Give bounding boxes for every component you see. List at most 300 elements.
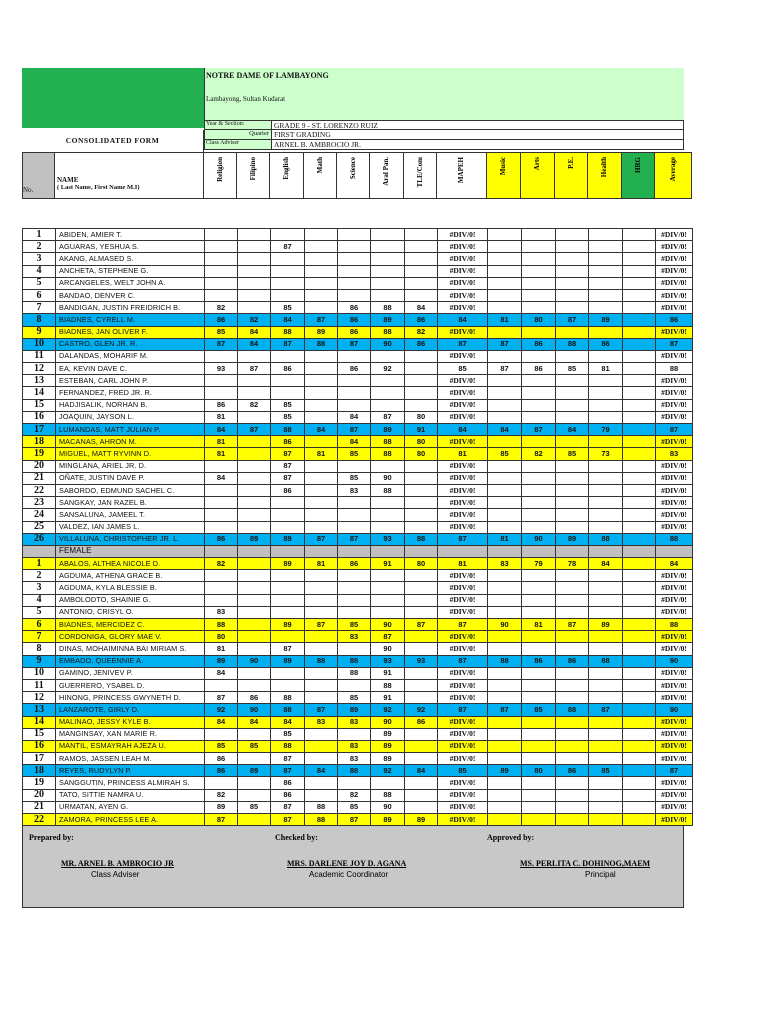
grade-cell (488, 253, 522, 265)
grade-cell (488, 582, 522, 594)
table-row (23, 338, 693, 350)
grade-cell (589, 814, 623, 826)
grade-cell (522, 387, 556, 399)
grade-cell (589, 472, 623, 484)
grade-cell: 85 (438, 363, 488, 375)
grade-cell (522, 777, 556, 789)
grade-cell (338, 497, 371, 509)
grade-cell (371, 399, 405, 411)
table-row (23, 363, 693, 375)
grade-cell (205, 484, 238, 496)
grade-cell: 86 (556, 655, 589, 667)
grade-cell (238, 350, 271, 362)
grade-cell: #DIV/0! (656, 289, 693, 301)
grade-cell: 84 (305, 765, 338, 777)
grade-cell (589, 582, 623, 594)
grade-cell (623, 594, 656, 606)
section-spacer (438, 545, 488, 557)
grade-cell (556, 326, 589, 338)
grade-cell: #DIV/0! (438, 399, 488, 411)
grade-cell (338, 375, 371, 387)
grade-cell: 80 (405, 448, 438, 460)
grade-cell (338, 265, 371, 277)
grade-cell: 86 (405, 338, 438, 350)
grade-cell: #DIV/0! (656, 667, 693, 679)
grade-cell: 88 (371, 679, 405, 691)
grade-cell (371, 521, 405, 533)
student-name: LUMANDAS, MATT JULIAN P. (56, 424, 205, 436)
grade-cell (488, 326, 522, 338)
grade-cell (488, 460, 522, 472)
section-spacer (238, 545, 271, 557)
grade-cell (623, 338, 656, 350)
grade-cell (271, 631, 305, 643)
grade-cell (305, 497, 338, 509)
consolidated-grade-sheet (22, 68, 687, 908)
grade-cell: 80 (205, 631, 238, 643)
grade-cell (338, 582, 371, 594)
grade-cell (556, 594, 589, 606)
grade-cell: 81 (205, 411, 238, 423)
grade-cell (405, 277, 438, 289)
grade-cell: 87 (488, 363, 522, 375)
grade-cell (238, 606, 271, 618)
grade-cell (305, 631, 338, 643)
section-spacer (271, 545, 305, 557)
grade-cell: 86 (522, 363, 556, 375)
grade-cell (589, 631, 623, 643)
grade-cell (522, 606, 556, 618)
grade-cell: 91 (371, 667, 405, 679)
grade-cell (371, 387, 405, 399)
student-name: FERNANDEZ, FRED JR. R. (56, 387, 205, 399)
section-spacer (589, 545, 623, 557)
grade-cell: 85 (271, 302, 305, 314)
grade-cell (522, 594, 556, 606)
col-header-label: HRG (633, 157, 642, 173)
grade-cell: 85 (338, 692, 371, 704)
grade-cell: #DIV/0! (656, 277, 693, 289)
grade-cell: #DIV/0! (656, 521, 693, 533)
grade-cell (238, 289, 271, 301)
table-row (23, 667, 693, 679)
grade-cell (205, 570, 238, 582)
grade-cell (338, 521, 371, 533)
student-name: AGUARAS, YESHUA S. (56, 241, 205, 253)
grade-cell (522, 326, 556, 338)
grade-cell (271, 667, 305, 679)
grade-cell (238, 594, 271, 606)
grade-cell (238, 472, 271, 484)
grade-cell: 84 (405, 765, 438, 777)
student-name: ANTONIO, CRISYL O. (56, 606, 205, 618)
female-section-label: FEMALE (56, 545, 205, 557)
grade-cell: #DIV/0! (656, 716, 693, 728)
grade-cell: #DIV/0! (438, 801, 488, 813)
grade-cell (556, 436, 589, 448)
grade-cell: 82 (205, 789, 238, 801)
grade-cell: 93 (205, 363, 238, 375)
grade-cell: 87 (488, 338, 522, 350)
grade-cell: #DIV/0! (438, 411, 488, 423)
grade-cell (205, 728, 238, 740)
grade-cell: 87 (271, 460, 305, 472)
table-row (23, 509, 693, 521)
grade-cell (405, 801, 438, 813)
grade-cell: #DIV/0! (438, 692, 488, 704)
grade-cell: 90 (522, 533, 556, 545)
grade-cell: #DIV/0! (656, 460, 693, 472)
student-number: 23 (23, 497, 56, 509)
grade-cell: 87 (656, 338, 693, 350)
grade-cell (589, 606, 623, 618)
table-row (23, 411, 693, 423)
grade-cell: #DIV/0! (656, 606, 693, 618)
grade-cell (305, 350, 338, 362)
grade-cell (338, 643, 371, 655)
grade-cell (205, 265, 238, 277)
grade-cell: 88 (305, 801, 338, 813)
student-number: 2 (23, 241, 56, 253)
grade-cell: 83 (338, 484, 371, 496)
student-number: 16 (23, 740, 56, 752)
grade-cell: #DIV/0! (438, 728, 488, 740)
grade-cell (488, 436, 522, 448)
grade-cell (305, 460, 338, 472)
grade-cell: 88 (556, 338, 589, 350)
student-number: 10 (23, 667, 56, 679)
grade-cell (238, 777, 271, 789)
grade-cell (271, 350, 305, 362)
grade-cell: 92 (371, 765, 405, 777)
adviser-label: Class Adviser (204, 140, 272, 150)
student-number: 12 (23, 692, 56, 704)
grade-cell: 87 (438, 655, 488, 667)
approved-by-label: Approved by: (487, 833, 535, 843)
grade-cell: 88 (371, 448, 405, 460)
grade-cell (271, 679, 305, 691)
grade-cell: 89 (371, 740, 405, 752)
grade-cell (488, 302, 522, 314)
grade-cell: 88 (371, 302, 405, 314)
grade-cell (522, 277, 556, 289)
grade-cell (238, 497, 271, 509)
table-row (23, 704, 693, 716)
grade-cell (589, 777, 623, 789)
grade-cell (405, 363, 438, 375)
grade-cell: 85 (238, 740, 271, 752)
grade-cell: 84 (205, 667, 238, 679)
grade-cell: 81 (305, 448, 338, 460)
grade-cell (556, 509, 589, 521)
grade-cell: 83 (488, 558, 522, 570)
grade-cell: 79 (589, 424, 623, 436)
grade-cell: 85 (238, 801, 271, 813)
grade-cell: 86 (405, 716, 438, 728)
grade-cell (522, 229, 556, 241)
grade-cell: 87 (338, 814, 371, 826)
section-spacer (405, 545, 438, 557)
grade-cell (522, 497, 556, 509)
grade-cell: 86 (205, 399, 238, 411)
grade-cell (556, 789, 589, 801)
grade-cell (623, 241, 656, 253)
grade-cell: 92 (405, 704, 438, 716)
table-row (23, 643, 693, 655)
checked-by-name: MRS. DARLENE JOY D. AGANA (287, 859, 407, 869)
grade-cell (623, 448, 656, 460)
grade-cell: 90 (656, 655, 693, 667)
grade-cell: #DIV/0! (438, 521, 488, 533)
grade-cell: 85 (556, 448, 589, 460)
table-row (23, 289, 693, 301)
grade-cell: 81 (205, 643, 238, 655)
col-header-label: MAPEH (457, 157, 465, 184)
grade-cell (305, 229, 338, 241)
table-row (23, 314, 693, 326)
grade-cell (405, 643, 438, 655)
grade-cell: 81 (522, 619, 556, 631)
grade-cell: #DIV/0! (438, 289, 488, 301)
grade-cell (338, 594, 371, 606)
grade-cell (205, 350, 238, 362)
grade-cell (623, 277, 656, 289)
grade-cell (205, 521, 238, 533)
col-header-filipino (237, 152, 270, 199)
grade-cell (405, 484, 438, 496)
grade-cell (305, 436, 338, 448)
grade-cell: 87 (438, 704, 488, 716)
grade-cell (522, 241, 556, 253)
grade-cell (238, 753, 271, 765)
grade-cell: 86 (271, 436, 305, 448)
grade-cell: #DIV/0! (656, 411, 693, 423)
grade-cell: 82 (405, 326, 438, 338)
grade-cell: 80 (522, 765, 556, 777)
col-header-mapeh (437, 152, 487, 199)
grade-cell: 83 (656, 448, 693, 460)
grade-cell (556, 740, 589, 752)
grade-cell: 93 (371, 533, 405, 545)
section-spacer (556, 545, 589, 557)
grade-cell (271, 375, 305, 387)
grade-cell (405, 472, 438, 484)
grade-cell (371, 582, 405, 594)
grade-cell: 88 (205, 619, 238, 631)
section-spacer (23, 545, 56, 557)
grade-cell: 87 (238, 424, 271, 436)
grade-cell (205, 497, 238, 509)
col-header-hrg (622, 152, 655, 199)
grade-cell (238, 436, 271, 448)
grade-cell: #DIV/0! (656, 497, 693, 509)
grade-cell: #DIV/0! (438, 375, 488, 387)
grade-cell (488, 265, 522, 277)
student-name: HINONG, PRINCESS GWYNETH D. (56, 692, 205, 704)
grade-cell: 80 (405, 411, 438, 423)
grade-cell (305, 740, 338, 752)
grade-cell: 88 (405, 533, 438, 545)
student-number: 2 (23, 570, 56, 582)
grade-cell (305, 399, 338, 411)
table-row (23, 558, 693, 570)
grade-cell (488, 387, 522, 399)
grade-cell (556, 302, 589, 314)
grade-cell (589, 411, 623, 423)
grade-cell: 87 (522, 424, 556, 436)
grade-cell: 86 (556, 765, 589, 777)
grade-cell (623, 229, 656, 241)
student-number: 10 (23, 338, 56, 350)
grade-cell (205, 241, 238, 253)
grade-cell: 88 (371, 484, 405, 496)
student-number: 9 (23, 326, 56, 338)
grade-cell (371, 265, 405, 277)
grade-cell (556, 582, 589, 594)
grade-cell (238, 814, 271, 826)
grade-cell (556, 777, 589, 789)
grade-cell (238, 484, 271, 496)
grade-cell (305, 606, 338, 618)
grade-cell: 88 (656, 363, 693, 375)
grade-cell (405, 350, 438, 362)
grade-cell (305, 728, 338, 740)
grade-cell (238, 582, 271, 594)
grade-cell (305, 594, 338, 606)
grade-cell: 73 (589, 448, 623, 460)
student-number: 14 (23, 387, 56, 399)
grade-cell: 85 (338, 472, 371, 484)
grade-cell (589, 789, 623, 801)
grade-cell (589, 399, 623, 411)
grade-cell (371, 253, 405, 265)
grade-cell (371, 594, 405, 606)
student-number: 17 (23, 424, 56, 436)
grade-cell: 87 (405, 619, 438, 631)
grade-cell (305, 375, 338, 387)
grade-cell: 87 (271, 814, 305, 826)
grade-cell: 89 (271, 558, 305, 570)
grade-cell (623, 728, 656, 740)
grade-cell: 81 (589, 363, 623, 375)
student-name: SABORDO, EDMUND SACHEL C. (56, 484, 205, 496)
grade-cell (556, 265, 589, 277)
grade-cell (623, 375, 656, 387)
grade-cell: 85 (271, 399, 305, 411)
grade-cell (556, 521, 589, 533)
grade-cell: #DIV/0! (438, 716, 488, 728)
grade-cell: 86 (271, 777, 305, 789)
grade-cell (522, 570, 556, 582)
checked-by-role: Academic Coordinator (309, 870, 389, 880)
grade-cell: 89 (238, 533, 271, 545)
grade-cell (488, 399, 522, 411)
student-number: 13 (23, 704, 56, 716)
student-name: AKANG, ALMASED S. (56, 253, 205, 265)
grade-cell: #DIV/0! (438, 594, 488, 606)
grade-cell (623, 302, 656, 314)
checked-by-label: Checked by: (275, 833, 318, 843)
grade-cell (305, 679, 338, 691)
grade-cell: 86 (205, 314, 238, 326)
grade-cell: 88 (271, 704, 305, 716)
grade-cell: 80 (405, 558, 438, 570)
grade-cell: #DIV/0! (656, 229, 693, 241)
student-number: 9 (23, 655, 56, 667)
grade-cell: #DIV/0! (656, 509, 693, 521)
student-name: AGDUMA, ATHENA GRACE B. (56, 570, 205, 582)
grade-cell (623, 509, 656, 521)
grade-cell: #DIV/0! (656, 814, 693, 826)
student-name: HADJISALIK, NORHAN B. (56, 399, 205, 411)
grade-cell (589, 692, 623, 704)
grade-cell (556, 484, 589, 496)
grade-cell (238, 558, 271, 570)
grade-cell: 84 (205, 472, 238, 484)
grade-cell: 89 (556, 533, 589, 545)
grade-cell (556, 679, 589, 691)
grade-cell (405, 229, 438, 241)
grade-cell (522, 643, 556, 655)
grade-cell (488, 375, 522, 387)
student-name: RAMOS, JASSEN LEAH M. (56, 753, 205, 765)
grade-cell: #DIV/0! (656, 436, 693, 448)
grade-cell (405, 594, 438, 606)
grade-cell: #DIV/0! (438, 229, 488, 241)
grade-cell (623, 582, 656, 594)
grade-cell: 92 (371, 704, 405, 716)
section-spacer (338, 545, 371, 557)
grade-cell: 86 (522, 655, 556, 667)
grade-cell: 79 (522, 558, 556, 570)
student-number: 7 (23, 631, 56, 643)
grade-cell: 86 (238, 692, 271, 704)
grade-cell (271, 606, 305, 618)
student-name: ZAMORA, PRINCESS LEE A. (56, 814, 205, 826)
grade-cell (205, 277, 238, 289)
grade-cell: 87 (305, 314, 338, 326)
col-header-label: Religion (215, 157, 224, 182)
grade-cell: 86 (205, 533, 238, 545)
student-name: AMBOLODTO, SHAINIE G. (56, 594, 205, 606)
grade-cell (522, 631, 556, 643)
grade-cell: 92 (205, 704, 238, 716)
grade-cell (488, 631, 522, 643)
grade-cell: 89 (305, 326, 338, 338)
grade-cell (305, 667, 338, 679)
grade-cell (488, 667, 522, 679)
student-number: 8 (23, 314, 56, 326)
col-header-health (588, 152, 622, 199)
grade-cell: 87 (305, 704, 338, 716)
student-name: EA, KEVIN DAVE C. (56, 363, 205, 375)
grade-cell (271, 289, 305, 301)
grade-cell: 86 (656, 314, 693, 326)
grade-cell (522, 350, 556, 362)
table-row (23, 350, 693, 362)
grade-cell (623, 399, 656, 411)
grade-cell (488, 801, 522, 813)
table-row (23, 716, 693, 728)
grade-cell: 90 (371, 716, 405, 728)
grade-cell (589, 484, 623, 496)
grade-cell (589, 716, 623, 728)
grade-cell: 93 (405, 655, 438, 667)
grade-cell (305, 521, 338, 533)
grade-cell (238, 631, 271, 643)
grade-cell (522, 814, 556, 826)
grade-cell (305, 253, 338, 265)
